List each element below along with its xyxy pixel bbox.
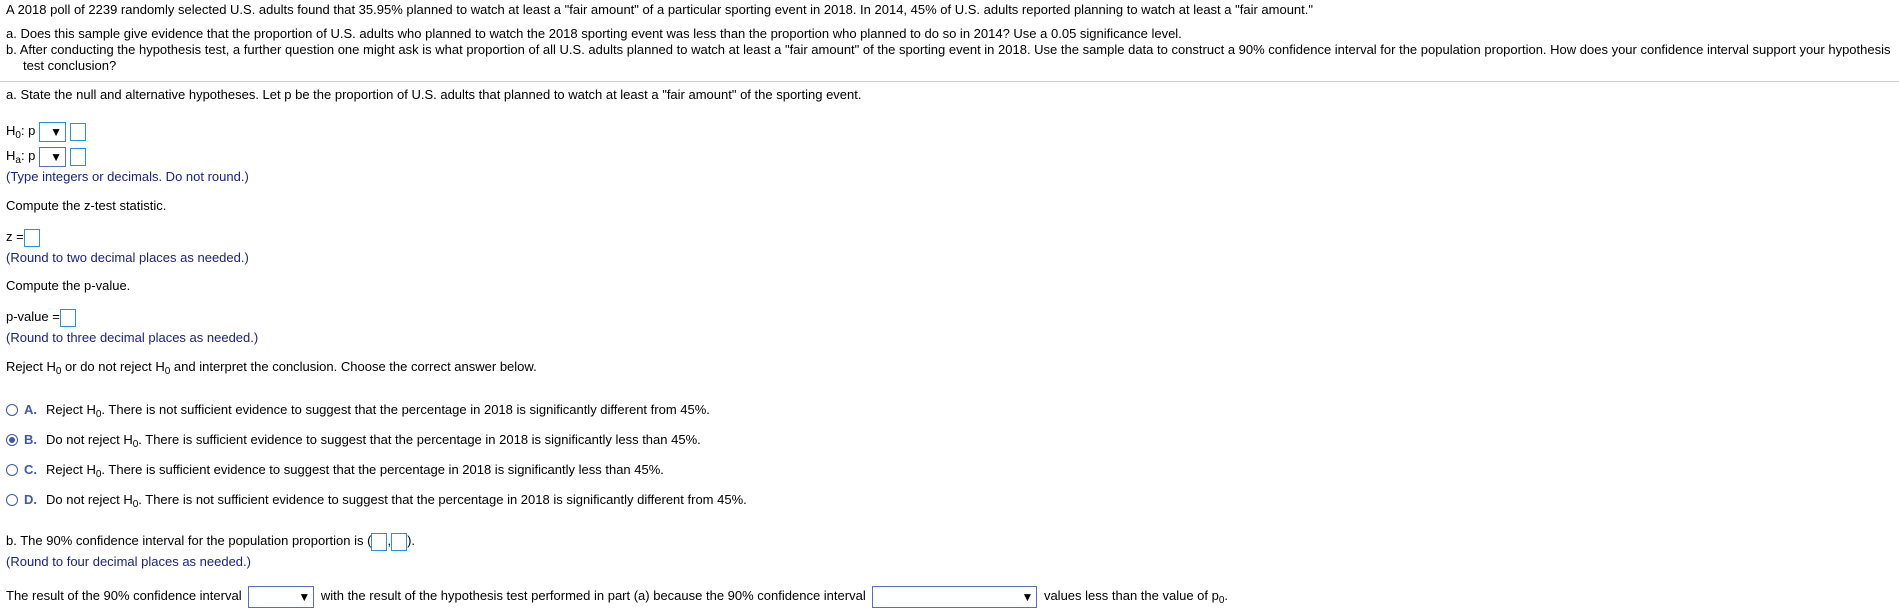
problem-intro: A 2018 poll of 2239 randomly selected U.S. adults found that 35.95% planned to watch at least a "fair amount" of a particular sporting event in 2018. In 2014, 45% of U.S. adults reported planning to watch at least a "fair amount.": [6, 2, 1313, 17]
result-row: The result of the 90% confidence interval ▼ with the result of the hypothesis test performed in part (a) because the 90% confidence interval ▼ values less than the value of $p_0$.: [6, 584, 1228, 613]
h0-operator-dropdown[interactable]: [39, 122, 66, 142]
null-hypothesis-row: $H_0$: p ▼: [6, 120, 86, 147]
hypothesis-hint: (Type integers or decimals. Do not round.): [6, 169, 249, 184]
ci-lower-input[interactable]: [371, 533, 387, 551]
chevron-down-icon: ▼: [298, 589, 311, 604]
chevron-down-icon: ▼: [50, 124, 63, 139]
option-d[interactable]: D. Do not reject $H_0$. There is not sufficient evidence to suggest that the percentage in 2018 is significantly different from 45%.: [6, 492, 747, 510]
radio-b[interactable]: [6, 434, 18, 446]
ci-hint: (Round to four decimal places as needed.): [6, 554, 251, 569]
option-b[interactable]: B. Do not reject $H_0$. There is sufficient evidence to suggest that the percentage in 2018 is significantly less than 45%.: [6, 432, 701, 450]
ci-reason-dropdown[interactable]: [872, 586, 1037, 608]
radio-a[interactable]: [6, 404, 18, 416]
divider: [0, 81, 1899, 82]
part-b-row: b. The 90% confidence interval for the population proportion is ( , ).: [6, 531, 415, 551]
option-a[interactable]: A. Reject $H_0$. There is not sufficient evidence to suggest that the percentage in 2018 is significantly different from 45%.: [6, 402, 710, 420]
chevron-down-icon: ▼: [1021, 589, 1034, 604]
alternative-hypothesis-row: $H_a$: p ▼: [6, 145, 86, 172]
ci-comparison-dropdown[interactable]: [248, 586, 314, 608]
z-hint: (Round to two decimal places as needed.): [6, 250, 249, 265]
question-a: a. Does this sample give evidence that the proportion of U.S. adults who planned to watch the 2018 sporting event was less than the proportion who planned to do so in 2014? Use a 0.05 significance level.: [6, 26, 1182, 41]
z-input[interactable]: [24, 229, 40, 247]
radio-c[interactable]: [6, 464, 18, 476]
question-b-line2: test conclusion?: [23, 58, 117, 73]
compute-p-instruction: Compute the p-value.: [6, 278, 131, 293]
option-c[interactable]: C. Reject $H_0$. There is sufficient evidence to suggest that the percentage in 2018 is significantly less than 45%.: [6, 462, 664, 480]
part-a-instruction: a. State the null and alternative hypotheses. Let p be the proportion of U.S. adults that planned to watch at least a "fair amount" of the sporting event.: [6, 87, 862, 102]
ha-value-input[interactable]: [70, 148, 86, 166]
reject-prompt: Reject $H_0$ or do not reject $H_0$ and interpret the conclusion. Choose the correct answer below.: [6, 359, 537, 377]
z-label: z =: [6, 229, 24, 244]
ci-upper-input[interactable]: [391, 533, 407, 551]
h0-value-input[interactable]: [70, 123, 86, 141]
radio-d[interactable]: [6, 494, 18, 506]
z-row: [6, 227, 40, 247]
ha-operator-dropdown[interactable]: [39, 147, 66, 167]
p-value-row: [6, 307, 76, 327]
chevron-down-icon: ▼: [50, 149, 63, 164]
compute-z-instruction: Compute the z-test statistic.: [6, 198, 167, 213]
p-value-input[interactable]: [60, 309, 76, 327]
question-b-line1: b. After conducting the hypothesis test, a further question one might ask is what proportion of all U.S. adults planned to watch at least a "fair amount" of the sporting event in 2018. Use the sample data to construct a 90% confidence interval for the population proportion. How does your confidence interval support your hypothesis: [6, 42, 1891, 57]
p-value-label: p-value =: [6, 309, 60, 324]
p-value-hint: (Round to three decimal places as needed.): [6, 330, 259, 345]
